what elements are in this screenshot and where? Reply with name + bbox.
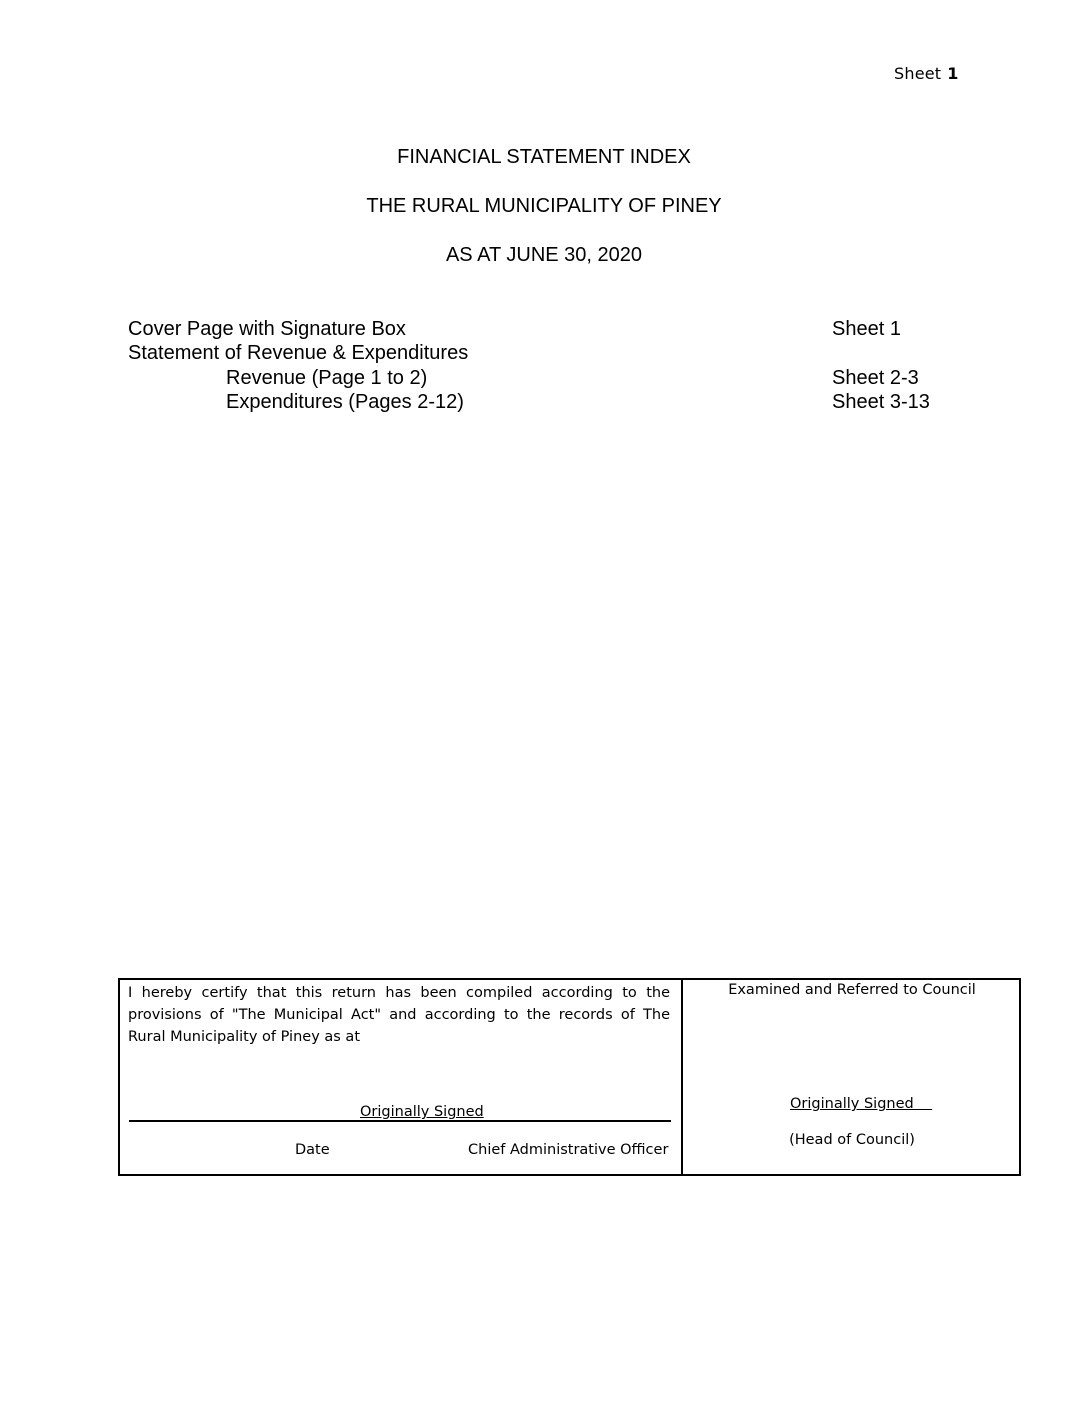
index-item-label: Revenue (Page 1 to 2) [226, 367, 428, 389]
index-item-sheet: Sheet 1 [832, 318, 901, 340]
head-of-council-label: (Head of Council) [789, 1132, 915, 1148]
council-signature: Originally Signed [790, 1096, 933, 1112]
signature-line [129, 1120, 671, 1122]
certification-box [118, 978, 1021, 1176]
index-item-sheet: Sheet 3-13 [832, 391, 930, 413]
date-label: Date [295, 1142, 330, 1158]
cao-signature: Originally Signed [360, 1104, 484, 1120]
index-item-label: Expenditures (Pages 2-12) [226, 391, 464, 413]
officer-label: Chief Administrative Officer [468, 1142, 669, 1158]
certification-statement: I hereby certify that this return has been compiled according to the provisions of "The Municipal Act" and according to the records of The Rural Municipality of Piney as at [128, 985, 670, 1045]
index-row [0, 318, 1088, 344]
statement-date: AS AT JUNE 30, 2020 [445, 244, 643, 266]
sheet-number [894, 64, 959, 83]
index-item-sheet: Sheet 2-3 [832, 367, 919, 389]
index-item-label: Statement of Revenue & Expenditures [128, 342, 469, 364]
sheet-label: Sheet [894, 64, 942, 83]
index-row [0, 367, 1088, 393]
document-title: FINANCIAL STATEMENT INDEX [397, 146, 691, 168]
sheet-number-value: 1 [947, 64, 959, 83]
examined-label: Examined and Referred to Council [728, 982, 976, 998]
municipality-name: THE RURAL MUNICIPALITY OF PINEY [366, 195, 722, 217]
index-row [0, 391, 1088, 417]
index-item-label: Cover Page with Signature Box [128, 318, 406, 340]
index-row [0, 342, 1088, 368]
